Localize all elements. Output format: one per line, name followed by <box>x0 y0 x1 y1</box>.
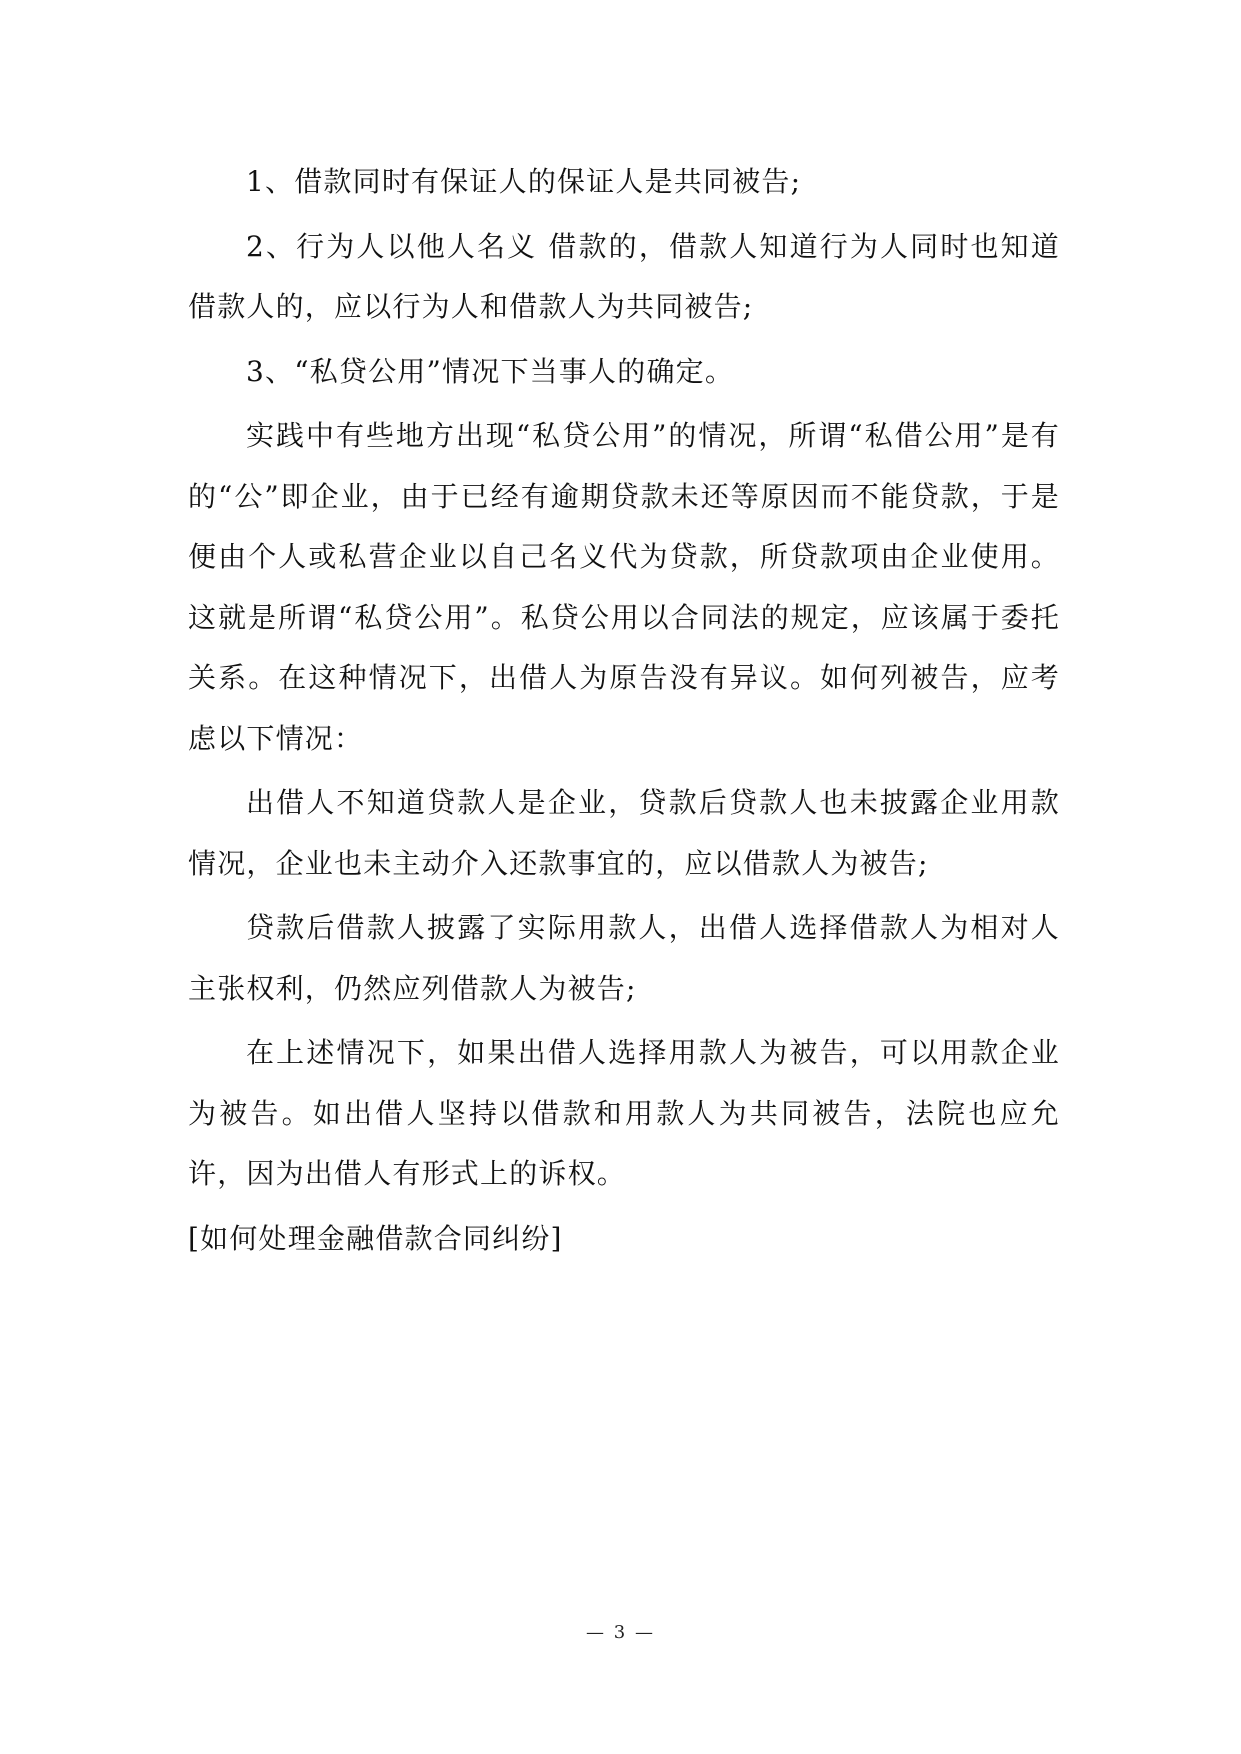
related-article-link[interactable]: [如何处理金融借款合同纠纷] <box>188 1221 563 1255</box>
document-body <box>188 152 1060 1269</box>
paragraph-4: 实践中有些地方出现“私贷公用”的情况，所谓“私借公用”是有的“公”即企业，由于已经有逾期贷款未还等原因而不能贷款，于是便由个人或私营企业以自己名义代为贷款，所贷款项由企业使用。这就是所谓“私贷公用”。私贷公用以合同法的规定，应该属于委托关系。在这种情况下，出借人为原告没有异议。如何列被告，应考虑以下情况： <box>188 419 1060 755</box>
paragraph-6: 贷款后借款人披露了实际用款人，出借人选择借款人为相对人主张权利，仍然应列借款人为被告; <box>188 911 1060 1005</box>
paragraph-7: 在上述情况下，如果出借人选择用款人为被告，可以用款企业为被告。如出借人坚持以借款和用款人为共同被告，法院也应允许，因为出借人有形式上的诉权。 <box>188 1036 1060 1190</box>
paragraph-5: 出借人不知道贷款人是企业，贷款后贷款人也未披露企业用款情况，企业也未主动介入还款事宜的，应以借款人为被告; <box>188 786 1060 880</box>
paragraph-1: 1、借款同时有保证人的保证人是共同被告; <box>246 165 802 198</box>
page-number: — 3 — <box>586 1622 655 1643</box>
paragraph-2: 2、行为人以他人名义 借款的，借款人知道行为人同时也知道借款人的，应以行为人和借款人为共同被告; <box>188 229 1060 323</box>
paragraph-3: 3、“私贷公用”情况下当事人的确定。 <box>246 354 735 388</box>
